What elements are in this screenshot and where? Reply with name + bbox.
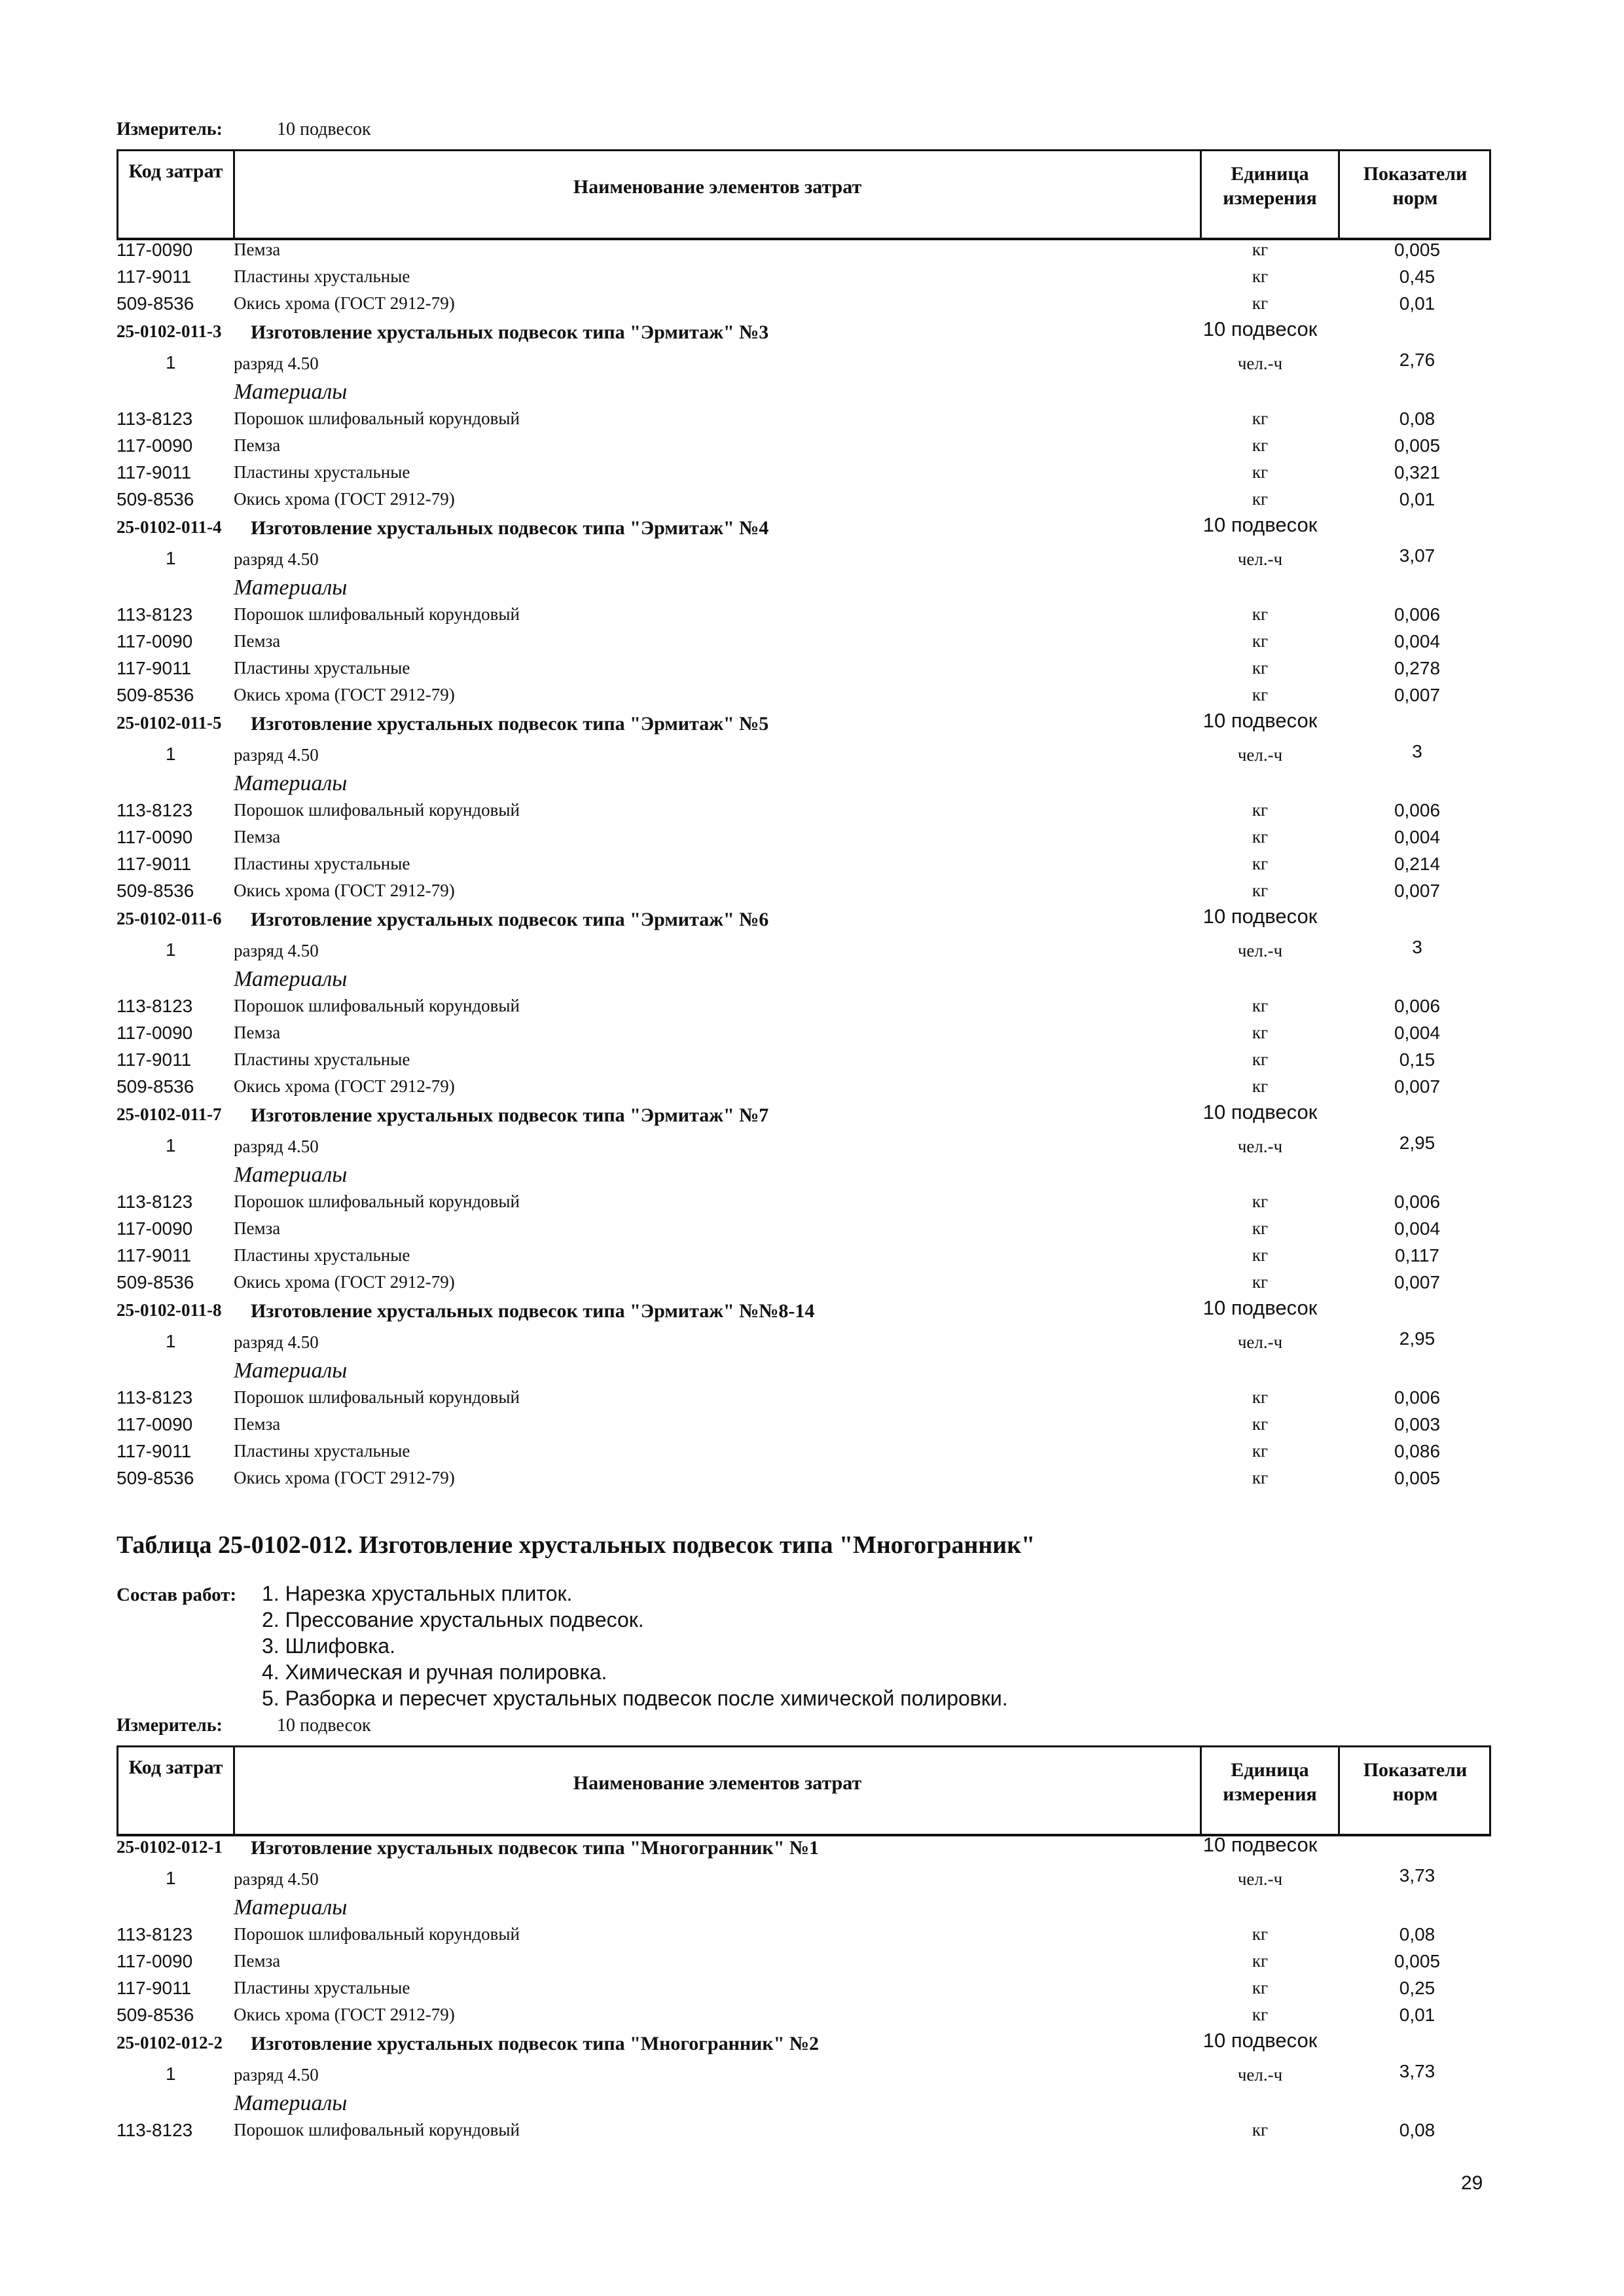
table-row [0, 575, 1624, 604]
element-name: Порошок шлифовальный корундовый [234, 1387, 520, 1407]
measure-line-1 [117, 119, 371, 140]
section-code: 25-0102-011-7 [117, 1104, 222, 1124]
section-unit: 10 подвесок [1202, 513, 1318, 536]
cost-code: 117-9011 [117, 1441, 192, 1461]
table-row [0, 348, 1624, 380]
unit: кг [1252, 1049, 1269, 1069]
element-name: Порошок шлифовальный корундовый [234, 800, 520, 820]
labor-code: 1 [166, 352, 176, 373]
composition-item: 5. Разборка и пересчет хрустальных подвесок после химической полировки. [262, 1686, 1008, 1710]
section-unit: 10 подвесок [1202, 1101, 1318, 1123]
labor-name: разряд 4.50 [234, 354, 319, 373]
cost-code: 509-8536 [117, 293, 194, 314]
unit: чел.-ч [1237, 1332, 1283, 1352]
unit: кг [1252, 827, 1269, 847]
cost-code: 117-9011 [117, 266, 192, 287]
unit: кг [1252, 489, 1269, 509]
section-title: Изготовление хрустальных подвесок типа "Эрмитаж" №3 [251, 321, 769, 343]
norm-value: 2,76 [1399, 350, 1435, 370]
composition-label: Состав работ: [117, 1584, 237, 1605]
table-row [0, 435, 1624, 462]
norm-value: 3,07 [1399, 545, 1435, 566]
header2-name: Наименование элементов затрат [573, 1772, 862, 1794]
cost-code: 117-9011 [117, 462, 192, 483]
cost-code: 117-0090 [117, 1414, 193, 1434]
section-title: Изготовление хрустальных подвесок типа "Эрмитаж" №7 [251, 1104, 769, 1126]
table-row [0, 1358, 1624, 1387]
element-name: Пластины хрустальные [234, 1245, 410, 1265]
table-row [0, 771, 1624, 800]
element-name: Пластины хрустальные [234, 854, 410, 873]
unit: кг [1252, 1441, 1269, 1461]
table-row [0, 1272, 1624, 1299]
element-name: Порошок шлифовальный корундовый [234, 996, 520, 1015]
section-code: 25-0102-012-1 [117, 1837, 223, 1857]
table-header-1 [117, 149, 1491, 240]
labor-code: 1 [166, 1331, 176, 1351]
norm-value: 0,006 [1394, 996, 1441, 1016]
unit: кг [1252, 1023, 1269, 1042]
element-name: Пластины хрустальные [234, 1441, 410, 1461]
norm-value: 0,086 [1394, 1441, 1441, 1461]
labor-name: разряд 4.50 [234, 745, 319, 765]
element-name: Окись хрома (ГОСТ 2912-79) [234, 1468, 455, 1487]
composition-item: 3. Шлифовка. [262, 1634, 395, 1658]
norm-value: 0,007 [1394, 1272, 1441, 1292]
unit: чел.-ч [1237, 745, 1283, 765]
cost-code: 113-8123 [117, 1387, 193, 1408]
section-title: Изготовление хрустальных подвесок типа "Многогранник" №2 [251, 2033, 820, 2054]
cost-code: 509-8536 [117, 2005, 194, 2025]
norm-value: 0,15 [1399, 1049, 1435, 1070]
norm-value: 0,004 [1394, 1023, 1441, 1043]
table-row [0, 1103, 1624, 1131]
table-row [0, 462, 1624, 489]
element-name: Пластины хрустальные [234, 1978, 410, 1997]
element-name: Порошок шлифовальный корундовый [234, 604, 520, 624]
cost-code: 117-0090 [117, 1023, 193, 1043]
table-row [0, 2120, 1624, 2147]
labor-name: разряд 4.50 [234, 941, 319, 960]
table-row [0, 996, 1624, 1023]
cost-code: 117-9011 [117, 1049, 192, 1070]
unit: чел.-ч [1237, 1869, 1283, 1889]
element-name: Пемза [234, 435, 281, 455]
cost-code: 117-0090 [117, 240, 193, 260]
unit: кг [1252, 1076, 1269, 1096]
unit: кг [1252, 435, 1269, 455]
table-row [0, 1023, 1624, 1049]
section-unit: 10 подвесок [1202, 709, 1318, 732]
materials-heading: Материалы [234, 1163, 348, 1187]
labor-code: 1 [166, 1868, 176, 1888]
table-row [0, 685, 1624, 712]
table-row [0, 2060, 1624, 2091]
table-row [0, 907, 1624, 936]
element-name: Окись хрома (ГОСТ 2912-79) [234, 293, 455, 313]
table-row [0, 380, 1624, 409]
unit: кг [1252, 2005, 1269, 2024]
cost-code: 509-8536 [117, 881, 194, 901]
table-row [0, 513, 1624, 544]
unit: кг [1252, 604, 1269, 624]
table-header-2 [117, 1745, 1491, 1836]
materials-heading: Материалы [234, 771, 348, 795]
cost-code: 113-8123 [117, 1924, 193, 1944]
table-row [0, 1468, 1624, 1495]
cost-code: 113-8123 [117, 1192, 193, 1212]
cost-code: 117-0090 [117, 1218, 193, 1239]
header-unit: Единица измерения [1223, 163, 1317, 209]
cost-code: 509-8536 [117, 685, 194, 705]
composition-item: 2. Прессование хрустальных подвесок. [262, 1608, 644, 1631]
element-name: Пластины хрустальные [234, 266, 410, 286]
measure-line-2 [117, 1715, 371, 1736]
norm-value: 0,004 [1394, 1218, 1441, 1239]
element-name: Пемза [234, 1951, 281, 1971]
header2-code: Код затрат [128, 1757, 223, 1778]
header-code: Код затрат [128, 160, 223, 182]
section-unit: 10 подвесок [1202, 318, 1318, 340]
cost-code: 117-9011 [117, 1978, 192, 1998]
materials-heading: Материалы [234, 575, 348, 600]
unit: кг [1252, 266, 1269, 286]
composition-item: 1. Нарезка хрустальных плиток. [262, 1582, 573, 1605]
table-row [0, 1049, 1624, 1076]
element-name: Пластины хрустальные [234, 658, 410, 678]
materials-heading: Материалы [234, 1895, 348, 1920]
element-name: Пемза [234, 1414, 281, 1434]
norm-value: 0,01 [1399, 293, 1435, 314]
norm-value: 2,95 [1399, 1328, 1435, 1349]
unit: кг [1252, 1272, 1269, 1292]
table-row [0, 1951, 1624, 1978]
cost-code: 113-8123 [117, 800, 193, 820]
unit: кг [1252, 1924, 1269, 1944]
section-unit: 10 подвесок [1202, 2029, 1318, 2052]
table-row [0, 936, 1624, 967]
unit: кг [1252, 996, 1269, 1015]
element-name: Пемза [234, 827, 281, 847]
norm-value: 3 [1412, 937, 1422, 957]
unit: кг [1252, 854, 1269, 873]
cost-code: 117-0090 [117, 827, 193, 847]
element-name: Пемза [234, 1218, 281, 1238]
norm-value: 0,005 [1394, 1468, 1441, 1488]
cost-code: 113-8123 [117, 604, 193, 625]
labor-name: разряд 4.50 [234, 2065, 319, 2085]
element-name: Окись хрома (ГОСТ 2912-79) [234, 1076, 455, 1096]
table-row [0, 2005, 1624, 2032]
table-row [0, 1245, 1624, 1272]
unit: кг [1252, 240, 1269, 259]
unit: чел.-ч [1237, 1137, 1283, 1156]
table-row [0, 1441, 1624, 1468]
section-code: 25-0102-011-4 [117, 517, 222, 537]
element-name: Пластины хрустальные [234, 1049, 410, 1069]
element-name: Пемза [234, 631, 281, 651]
norm-value: 0,08 [1399, 2120, 1435, 2140]
materials-heading: Материалы [234, 967, 348, 991]
norm-value: 0,005 [1394, 435, 1441, 456]
header-norm: Показатели норм [1363, 163, 1468, 209]
norm-value: 3 [1412, 741, 1422, 761]
section-code: 25-0102-011-5 [117, 713, 222, 733]
norm-value: 0,08 [1399, 409, 1435, 429]
composition-item: 4. Химическая и ручная полировка. [262, 1660, 607, 1684]
cost-code: 509-8536 [117, 1468, 194, 1488]
section-unit: 10 подвесок [1202, 1833, 1318, 1856]
section-title: Изготовление хрустальных подвесок типа "Эрмитаж" №5 [251, 713, 769, 735]
cost-code: 117-0090 [117, 1951, 193, 1971]
cost-code: 509-8536 [117, 1272, 194, 1292]
table-row [0, 1296, 1624, 1327]
cost-code: 509-8536 [117, 1076, 194, 1097]
cost-code: 117-9011 [117, 854, 192, 874]
cost-code: 117-0090 [117, 631, 193, 651]
norm-value: 0,08 [1399, 1924, 1435, 1944]
table-row [0, 881, 1624, 907]
element-name: Окись хрома (ГОСТ 2912-79) [234, 685, 455, 704]
norm-value: 0,01 [1399, 489, 1435, 509]
unit: кг [1252, 631, 1269, 651]
table-row [0, 1978, 1624, 2005]
table-row [0, 827, 1624, 854]
unit: кг [1252, 1387, 1269, 1407]
norm-value: 0,006 [1394, 604, 1441, 625]
unit: кг [1252, 800, 1269, 820]
header-name: Наименование элементов затрат [573, 176, 862, 198]
norm-value: 0,007 [1394, 1076, 1441, 1097]
unit: чел.-ч [1237, 2065, 1283, 2085]
table-row [0, 544, 1624, 575]
labor-code: 1 [166, 2064, 176, 2084]
table-row [0, 1327, 1624, 1358]
section-unit: 10 подвесок [1202, 1296, 1318, 1319]
section-title: Изготовление хрустальных подвесок типа "Эрмитаж" №4 [251, 517, 769, 539]
table-row [0, 1833, 1624, 1864]
cost-code: 113-8123 [117, 996, 193, 1016]
labor-code: 1 [166, 548, 176, 568]
cost-code: 117-9011 [117, 658, 192, 678]
table-row [0, 320, 1624, 348]
header2-norm: Показатели норм [1363, 1759, 1468, 1805]
labor-name: разряд 4.50 [234, 1869, 319, 1889]
norm-value: 0,117 [1395, 1245, 1439, 1266]
norm-value: 0,214 [1394, 854, 1441, 874]
table-row [0, 266, 1624, 293]
table-row [0, 1131, 1624, 1163]
table2-title: Таблица 25-0102-012. Изготовление хрустальных подвесок типа "Многогранник" [117, 1531, 1036, 1559]
norm-value: 0,01 [1399, 2005, 1435, 2025]
section-title: Изготовление хрустальных подвесок типа "Многогранник" №1 [251, 1837, 820, 1859]
norm-value: 0,006 [1394, 800, 1441, 820]
measure-label: Измеритель: [117, 119, 223, 139]
table-row [0, 2091, 1624, 2120]
section-code: 25-0102-011-6 [117, 909, 222, 928]
element-name: Окись хрома (ГОСТ 2912-79) [234, 489, 455, 509]
materials-heading: Материалы [234, 1358, 348, 1383]
norm-value: 3,73 [1399, 1865, 1435, 1886]
norm-value: 0,007 [1394, 881, 1441, 901]
cost-code: 117-0090 [117, 435, 193, 456]
table-row [0, 1414, 1624, 1441]
element-name: Пемза [234, 240, 281, 259]
unit: кг [1252, 1951, 1269, 1971]
table-row [0, 740, 1624, 771]
norm-value: 0,005 [1394, 240, 1441, 260]
unit: кг [1252, 1192, 1269, 1211]
norm-value: 0,278 [1394, 658, 1441, 678]
cost-code: 113-8123 [117, 2120, 193, 2140]
table-row [0, 800, 1624, 827]
section-unit: 10 подвесок [1202, 905, 1318, 928]
table-row [0, 2029, 1624, 2060]
materials-heading: Материалы [234, 2091, 348, 2115]
norm-value: 0,006 [1394, 1387, 1441, 1408]
section-code: 25-0102-011-3 [117, 321, 222, 341]
table-row [0, 854, 1624, 881]
norm-value: 0,003 [1394, 1414, 1441, 1434]
element-name: Пластины хрустальные [234, 462, 410, 482]
unit: кг [1252, 685, 1269, 704]
norm-value: 0,006 [1394, 1192, 1441, 1212]
table-row [0, 489, 1624, 516]
table-row [0, 409, 1624, 435]
norm-value: 0,007 [1394, 685, 1441, 705]
unit: кг [1252, 409, 1269, 428]
labor-name: разряд 4.50 [234, 1332, 319, 1352]
element-name: Порошок шлифовальный корундовый [234, 409, 520, 428]
norm-value: 0,321 [1394, 462, 1441, 483]
element-name: Пемза [234, 1023, 281, 1042]
unit: кг [1252, 293, 1269, 313]
measure-value: 10 подвесок [277, 119, 371, 139]
table-row [0, 1218, 1624, 1245]
unit: кг [1252, 2120, 1269, 2140]
measure-value-2: 10 подвесок [277, 1715, 371, 1736]
unit: чел.-ч [1237, 549, 1283, 569]
norm-value: 2,95 [1399, 1133, 1435, 1153]
cost-code: 113-8123 [117, 409, 193, 429]
norm-value: 3,73 [1399, 2061, 1435, 2081]
labor-name: разряд 4.50 [234, 1137, 319, 1156]
table-row [0, 293, 1624, 320]
table-row [0, 1864, 1624, 1895]
table-row [0, 1076, 1624, 1103]
unit: чел.-ч [1237, 941, 1283, 960]
section-code: 25-0102-012-2 [117, 2033, 223, 2052]
table-row [0, 631, 1624, 658]
table-row [0, 1387, 1624, 1414]
unit: чел.-ч [1237, 354, 1283, 373]
table-row [0, 967, 1624, 996]
cost-code: 117-9011 [117, 1245, 192, 1266]
unit: кг [1252, 462, 1269, 482]
table-row [0, 1924, 1624, 1951]
labor-name: разряд 4.50 [234, 549, 319, 569]
unit: кг [1252, 1245, 1269, 1265]
table-row [0, 1163, 1624, 1192]
section-title: Изготовление хрустальных подвесок типа "Эрмитаж" №№8-14 [251, 1300, 815, 1322]
section-code: 25-0102-011-8 [117, 1300, 222, 1320]
unit: кг [1252, 658, 1269, 678]
table-row [0, 709, 1624, 740]
element-name: Окись хрома (ГОСТ 2912-79) [234, 881, 455, 900]
header2-unit: Единица измерения [1223, 1759, 1317, 1805]
materials-heading: Материалы [234, 380, 348, 404]
labor-code: 1 [166, 939, 176, 960]
element-name: Порошок шлифовальный корундовый [234, 1192, 520, 1211]
element-name: Окись хрома (ГОСТ 2912-79) [234, 1272, 455, 1292]
table-row [0, 240, 1624, 266]
cost-code: 509-8536 [117, 489, 194, 509]
unit: кг [1252, 1218, 1269, 1238]
table-row [0, 604, 1624, 631]
element-name: Окись хрома (ГОСТ 2912-79) [234, 2005, 455, 2024]
table-row [0, 1192, 1624, 1218]
element-name: Порошок шлифовальный корундовый [234, 2120, 520, 2140]
labor-code: 1 [166, 1135, 176, 1156]
norm-value: 0,25 [1399, 1978, 1435, 1998]
labor-code: 1 [166, 744, 176, 764]
norm-value: 0,004 [1394, 827, 1441, 847]
norm-value: 0,004 [1394, 631, 1441, 651]
table-row [0, 658, 1624, 685]
element-name: Порошок шлифовальный корундовый [234, 1924, 520, 1944]
unit: кг [1252, 1414, 1269, 1434]
table-row [0, 1895, 1624, 1924]
unit: кг [1252, 881, 1269, 900]
measure-label-2: Измеритель: [117, 1715, 223, 1736]
unit: кг [1252, 1978, 1269, 1997]
page-number: 29 [1461, 2172, 1483, 2194]
norm-value: 0,005 [1394, 1951, 1441, 1971]
unit: кг [1252, 1468, 1269, 1487]
section-title: Изготовление хрустальных подвесок типа "Эрмитаж" №6 [251, 909, 769, 930]
norm-value: 0,45 [1399, 266, 1435, 287]
